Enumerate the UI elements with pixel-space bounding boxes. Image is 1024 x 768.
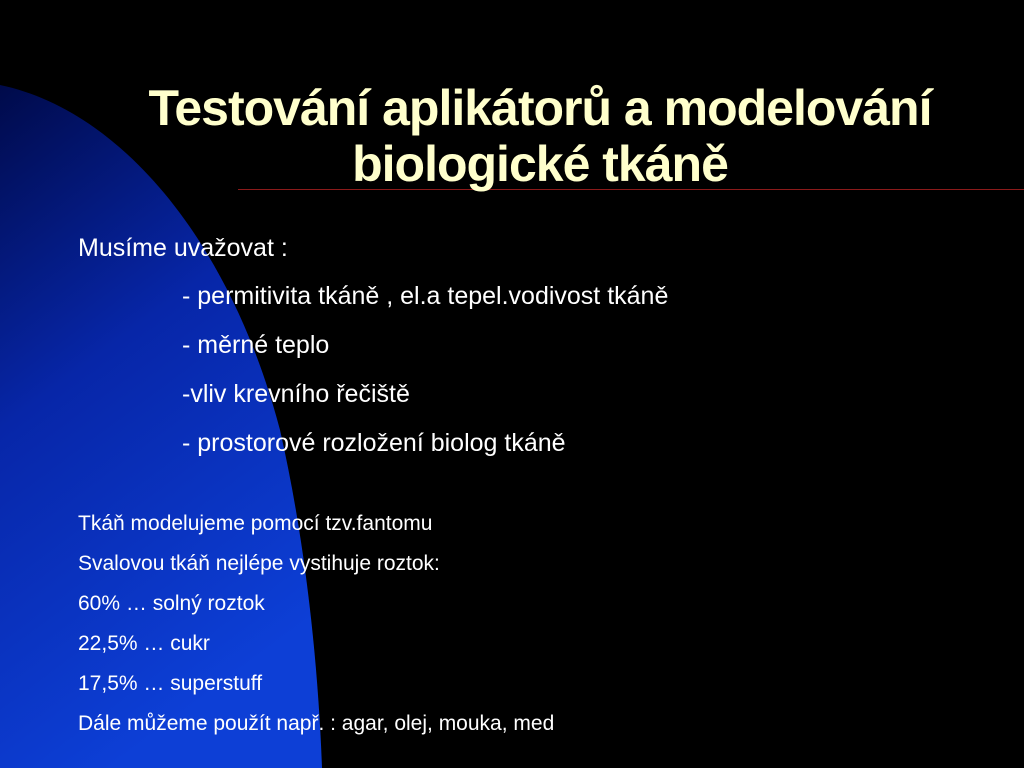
- note-line: Dále můžeme použít např. : agar, olej, mouka, med: [78, 712, 555, 735]
- note-line: Tkáň modelujeme pomocí tzv.fantomu: [78, 512, 433, 535]
- slide-title: [60, 80, 1020, 192]
- slide-body: [78, 228, 1008, 744]
- spacer: [78, 468, 1008, 504]
- slide-title-line-1: Testování aplikátorů a modelování: [148, 80, 932, 136]
- bullet-item: - měrné teplo: [182, 331, 330, 359]
- bullet-item: -vliv krevního řečiště: [182, 380, 410, 408]
- note-line: Svalovou tkáň nejlépe vystihuje roztok:: [78, 552, 440, 575]
- bullet-item: - permitivita tkáně , el.a tepel.vodivost tkáně: [182, 282, 669, 310]
- slide-title-line-2: biologické tkáně: [352, 136, 728, 192]
- bullet-item: - prostorové rozložení biolog tkáně: [182, 429, 566, 457]
- note-line: 60% … solný roztok: [78, 592, 265, 615]
- note-line: 17,5% … superstuff: [78, 672, 263, 695]
- intro-text: Musíme uvažovat :: [78, 234, 288, 262]
- note-line: 22,5% … cukr: [78, 632, 210, 655]
